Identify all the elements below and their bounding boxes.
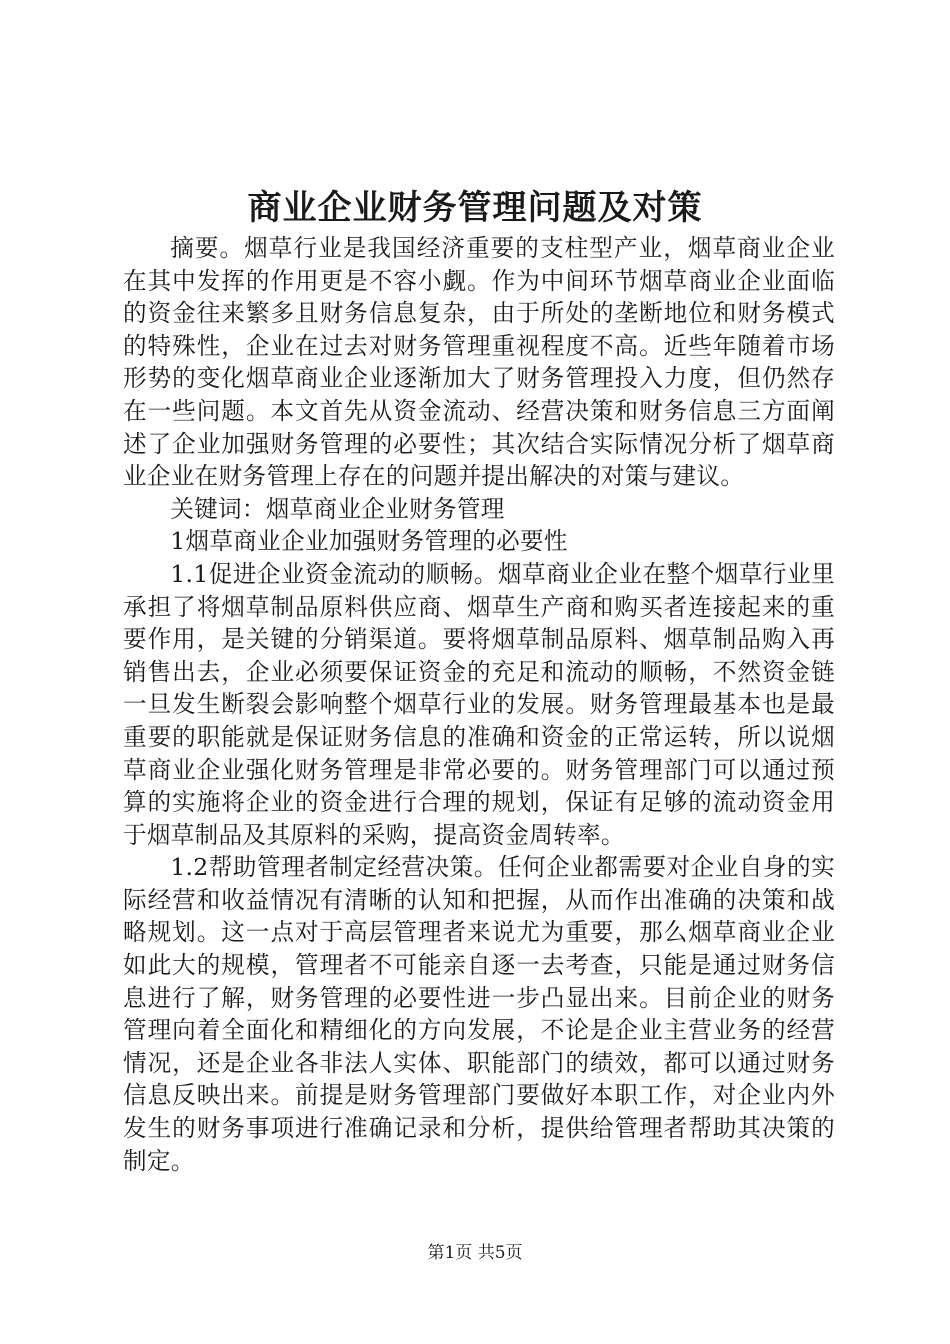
page-footer: 第1页 共5页 bbox=[427, 1243, 523, 1263]
section-1-1-paragraph: 1.1促进企业资金流动的顺畅。烟草商业企业在整个烟草行业里承担了将烟草制品原料供应商、烟草生产商和购买者连接起来的重要作用，是关键的分销渠道。要将烟草制品原料、烟草制品购入再销售出去，企业必须要保证资金的充足和流动的顺畅，不然资金链一旦发生断裂会影响整个烟草行业的发展。财务管理最基本也是最重要的职能就是保证财务信息的准确和资金的正常运转，所以说烟草商业企业强化财务管理是非常必要的。财务管理部门可以通过预算的实施将企业的资金进行合理的规划，保证有足够的流动资金用于烟草制品及其原料的采购，提高资金周转率。 bbox=[123, 559, 835, 849]
document-title: 商业企业财务管理问题及对策 bbox=[247, 188, 703, 228]
section-heading: 1烟草商业企业加强财务管理的必要性 bbox=[170, 527, 568, 556]
document-body bbox=[123, 232, 835, 1177]
abstract-paragraph: 摘要。烟草行业是我国经济重要的支柱型产业，烟草商业企业在其中发挥的作用更是不容小觑。作为中间环节烟草商业企业面临的资金往来繁多且财务信息复杂，由于所处的垄断地位和财务模式的特殊性，企业在过去对财务管理重视程度不高。近些年随着市场形势的变化烟草商业企业逐渐加大了财务管理投入力度，但仍然存在一些问题。本文首先从资金流动、经营决策和财务信息三方面阐述了企业加强财务管理的必要性；其次结合实际情况分析了烟草商业企业在财务管理上存在的问题并提出解决的对策与建议。 bbox=[123, 234, 835, 491]
keywords-line: 关键词：烟草商业企业财务管理 bbox=[170, 494, 505, 523]
section-1-2-paragraph: 1.2帮助管理者制定经营决策。任何企业都需要对企业自身的实际经营和收益情况有清晰的认知和把握，从而作出准确的决策和战略规划。这一点对于高层管理者来说尤为重要，那么烟草商业企业如此大的规模，管理者不可能亲自逐一去考查，只能是通过财务信息进行了解，财务管理的必要性进一步凸显出来。目前企业的财务管理向着全面化和精细化的方向发展，不论是企业主营业务的经营情况，还是企业各非法人实体、职能部门的绩效，都可以通过财务信息反映出来。前提是财务管理部门要做好本职工作，对企业内外发生的财务事项进行准确记录和分析，提供给管理者帮助其决策的制定。 bbox=[123, 853, 835, 1175]
